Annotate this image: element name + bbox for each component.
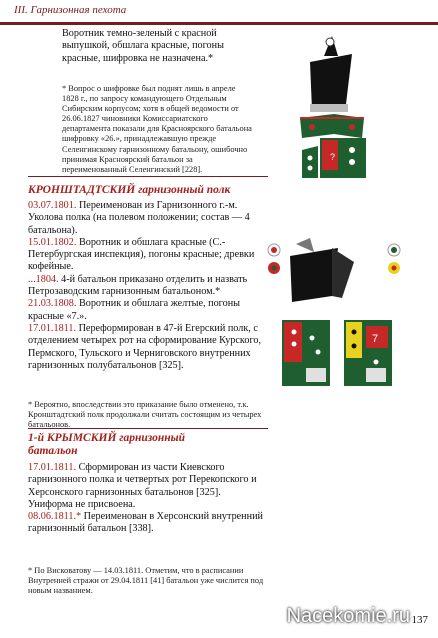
entry-1811: 17.01.1811. Переформирован в 47-й Егерский полк, с отделением четырех рот на сформирование Курского, Пермского, Тульского и Черниговского внутренних гарнизонных полубатальонов [325]. — [28, 322, 262, 371]
running-header — [0, 0, 438, 25]
footnote-shifrovka: * Вопрос о шифровке был поднят лишь в апреле 1828 г., по запросу командующего Отдельным Сибирским корпусом; хотя в общей ведомости от 26.06.1827 чиновники Комиссариатского департамента показали для Красноярского батальона шифровку «26.», принадлежавшую прежде Селенгинскому гарнизонному батальону, ошибочно принимая Красноярский батальон за переименованный Селенгинский [228]. — [62, 84, 252, 174]
coat-yellow-collar — [344, 320, 392, 386]
uniform-description: Воротник темно-зеленый с красной выпушкой, обшлага красные, погоны красные, шифровка не назначена.* — [62, 28, 224, 64]
coat-red-collar — [282, 320, 330, 386]
kronstadt-title: КРОНШТАДТСКИЙ гарнизонный полк — [28, 184, 231, 196]
entry-1802: 15.01.1802. Воротник и обшлага красные (С.-Петербургская инспекция), погоны красные; древки кофейные. — [28, 236, 255, 273]
svg-text:7: 7 — [372, 333, 379, 345]
page-number: 137 — [411, 614, 428, 626]
crimea-entries — [28, 462, 264, 536]
shako-icon — [290, 248, 338, 302]
section-header: III. Гарнизонная пехота — [14, 4, 127, 16]
kronstadt-entries — [28, 200, 264, 372]
watermark: Nacekomie.ru — [286, 605, 410, 627]
shako-icon — [310, 54, 352, 110]
entry-crimea-1811a: 17.01.1811. Сформирован из части Киевского гарнизонного полка и четвертых рот Перекопского и Херсонского гарнизонных батальонов [325]. Униформа не присвоена. — [28, 462, 257, 510]
uniform-illustration-kronstadt — [262, 238, 412, 398]
entry-1804: ...1804. 4-й батальон приказано отделить и назвать Петрозаводским гарнизонным батальоном.* — [28, 273, 248, 298]
kronstadt-footnote: * Вероятно, впоследствии это приказание было отменено, т.к. Кронштадтский полк продолжали считать состоящим из четырех батальонов. — [28, 400, 262, 430]
crimea-footnote: * По Висковатову — 14.03.1811. Отметим, что в расписании Внутренней стражи от 29.04.1811 [41] батальон уже числится под новым названием. — [28, 566, 264, 596]
section-divider — [28, 176, 268, 177]
entry-1808: 21.03.1808. Воротник и обшлага желтые, погоны красные «7.». — [28, 298, 240, 322]
uniform-illustration-top — [282, 30, 392, 180]
entry-crimea-1811b: 08.06.1811.* Переименован в Херсонский внутренний гарнизонный батальон [338]. — [28, 511, 263, 535]
entry-1801: 03.07.1801. Переименован из Гарнизонного г.-м. Уколова полка (на полевом положении; состав — 4 батальона). — [28, 200, 250, 236]
section-divider-2 — [28, 428, 268, 429]
svg-text:?: ? — [330, 152, 336, 162]
crimea-title: 1-й КРЫМСКИЙ гарнизонный батальон — [28, 432, 186, 457]
